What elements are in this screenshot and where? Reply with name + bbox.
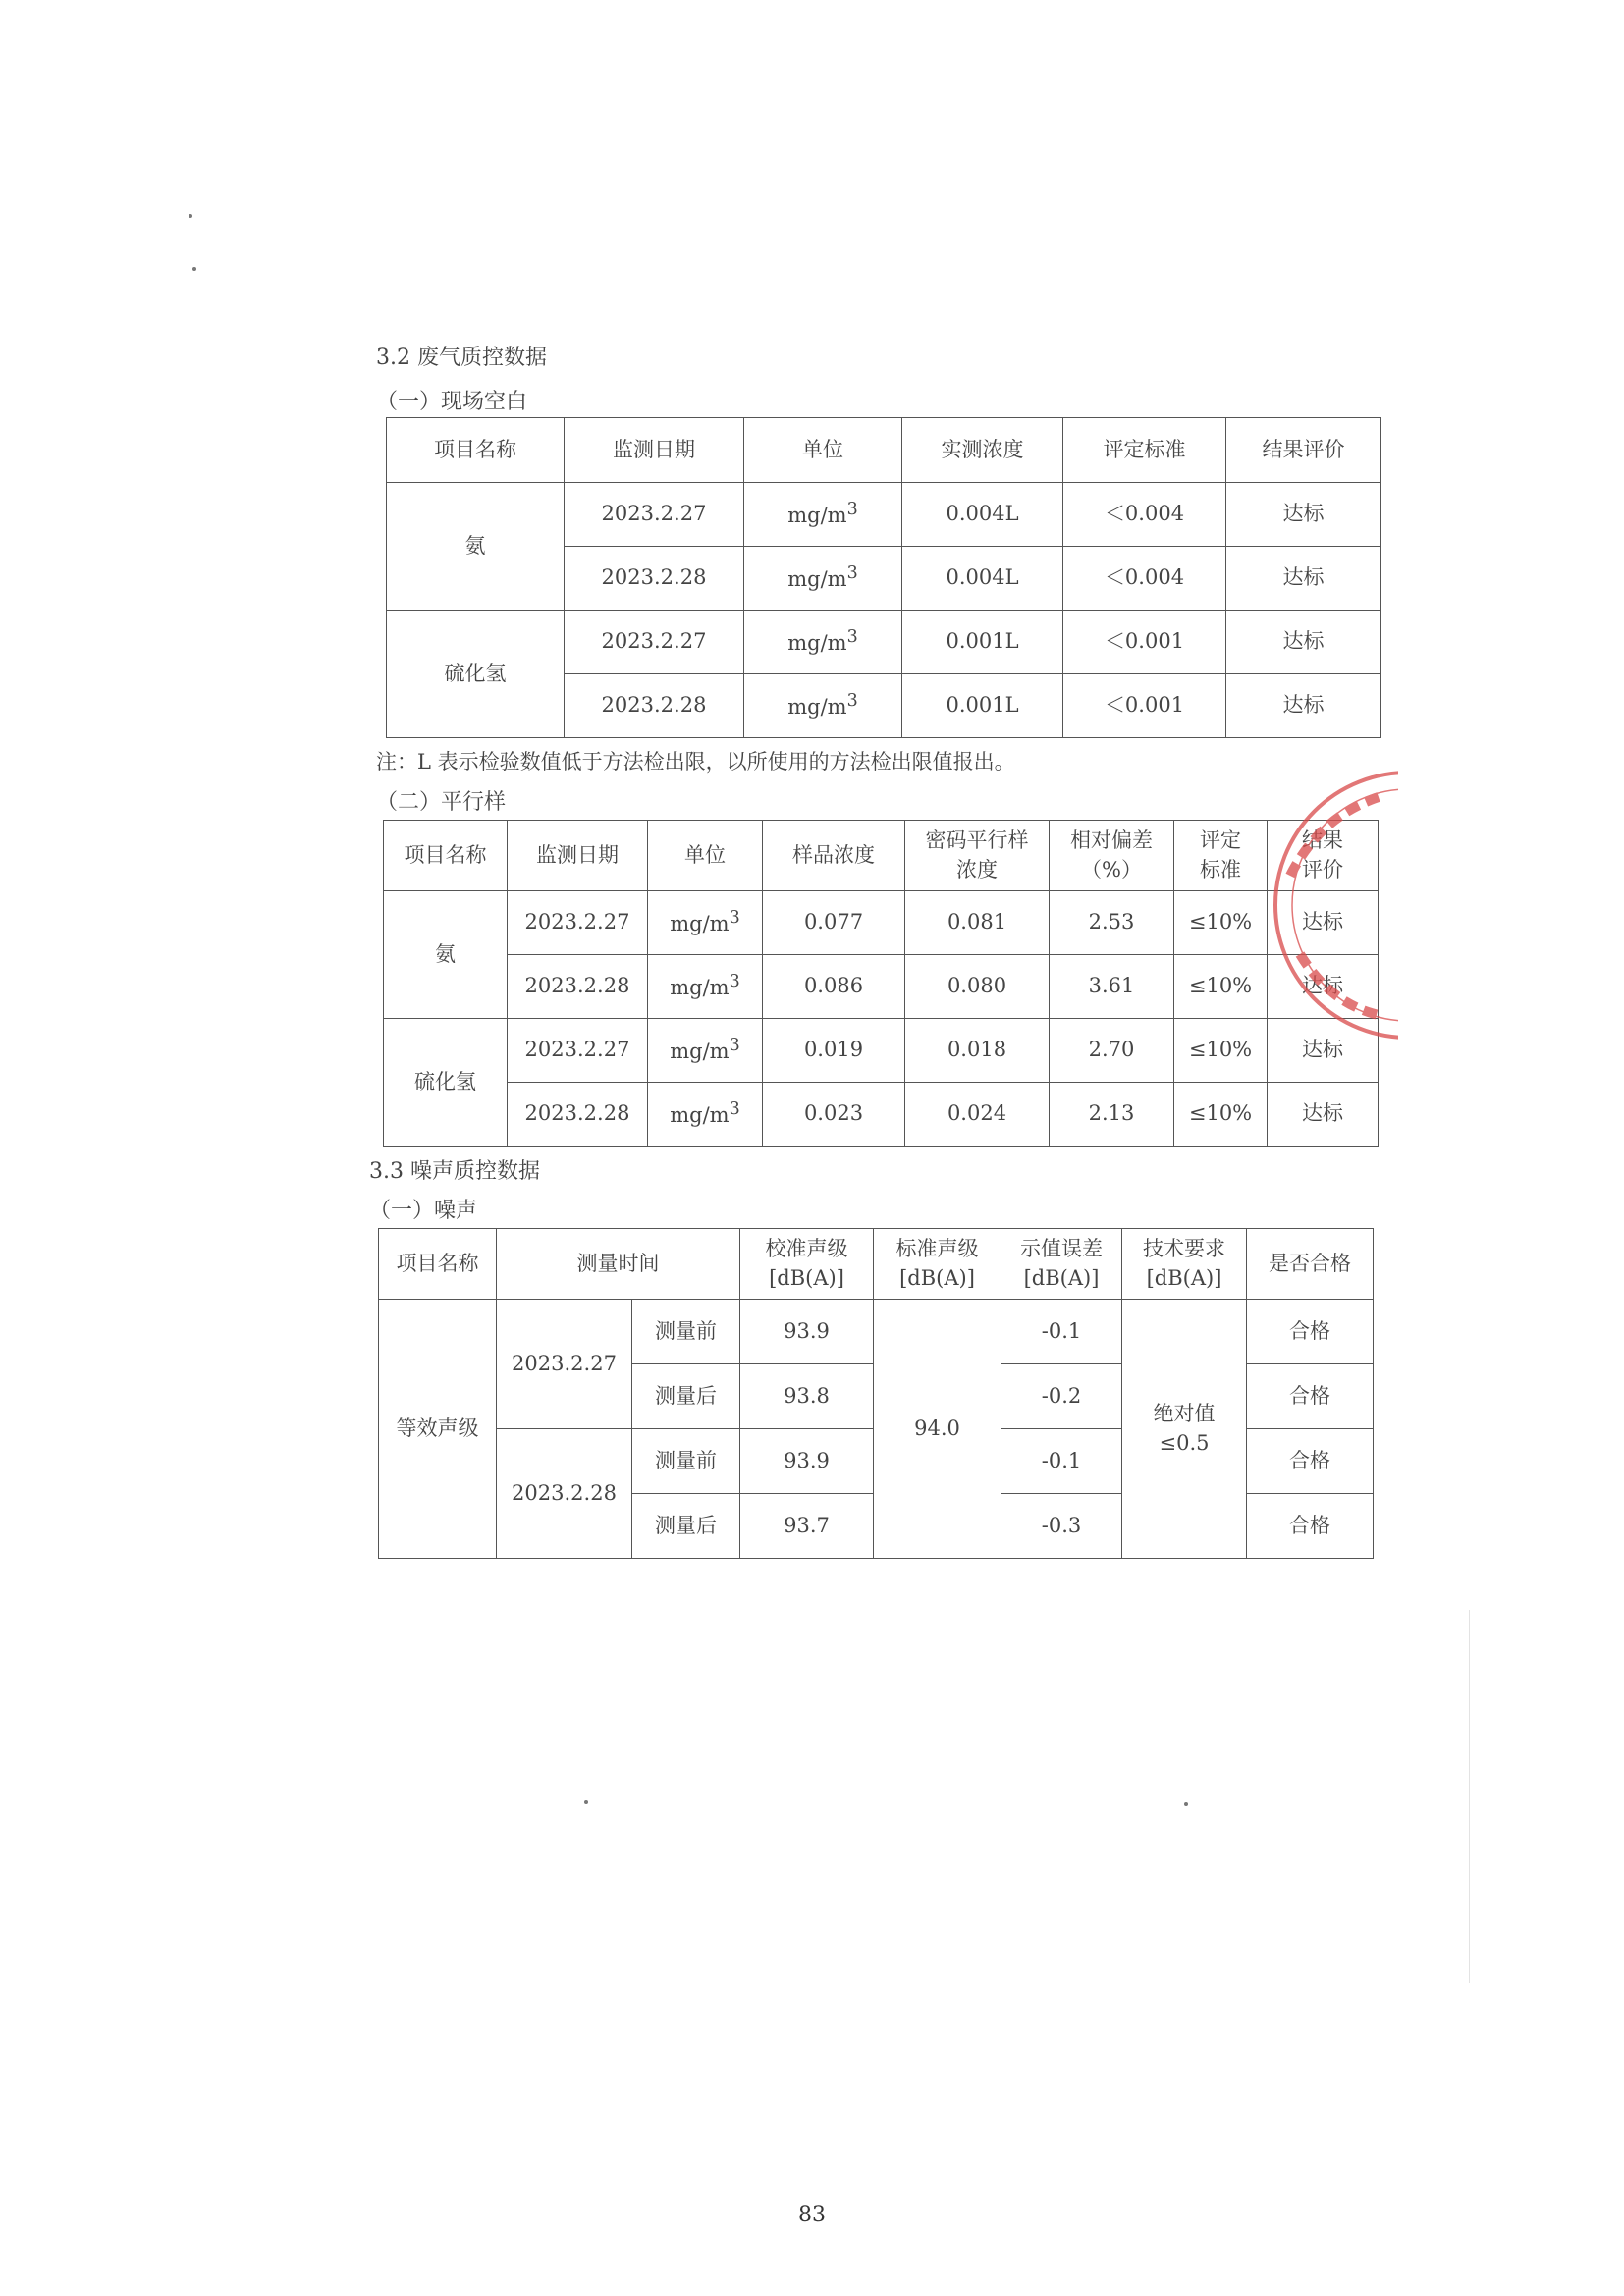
date-cell: 2023.2.28: [565, 547, 744, 611]
blind-cell: 0.024: [905, 1083, 1050, 1147]
value-cell: 0.001L: [902, 674, 1063, 738]
unit-text: mg/m: [787, 567, 847, 592]
blind-cell: 0.080: [905, 955, 1050, 1019]
unit-text: mg/m: [670, 912, 730, 936]
calibrated-cell: 93.9: [740, 1429, 874, 1494]
result-cell: 达标: [1226, 547, 1381, 611]
error-cell: -0.3: [1001, 1494, 1122, 1559]
value-cell: 0.001L: [902, 611, 1063, 674]
header-line: [dB(A)]: [1023, 1265, 1100, 1290]
result-cell: 达标: [1226, 674, 1381, 738]
field-blank-table: [386, 417, 1381, 738]
header-line: 密码平行样: [925, 828, 1029, 853]
header-line: 结果: [1302, 828, 1343, 853]
value-cell: 0.004L: [902, 547, 1063, 611]
unit-cell: [648, 1019, 763, 1083]
result-cell: 达标: [1268, 955, 1379, 1019]
header-cell: [497, 1229, 740, 1300]
unit-cell: [648, 955, 763, 1019]
phase-cell: 测量后: [632, 1494, 740, 1559]
table-row: [384, 955, 1379, 1019]
table-header-row: [387, 418, 1381, 483]
detection-limit-note: 注：L 表示检验数值低于方法检出限，以所使用的方法检出限值报出。: [376, 750, 1015, 774]
standard-cell: ≤10%: [1174, 1083, 1268, 1147]
table-row: [379, 1300, 1374, 1364]
unit-superscript: 3: [729, 908, 740, 929]
header-line: 单位: [684, 842, 726, 867]
standard-level-cell: 94.0: [874, 1300, 1001, 1559]
section-title-noise: 3.3 噪声质控数据: [369, 1159, 540, 1184]
unit-text: mg/m: [670, 1103, 730, 1128]
header-cell: [1174, 821, 1268, 891]
unit-text: mg/m: [787, 695, 847, 720]
table-row: [387, 483, 1381, 547]
header-line: [dB(A)]: [899, 1265, 975, 1290]
header-line: 监测日期: [536, 842, 619, 867]
error-cell: -0.2: [1001, 1364, 1122, 1429]
header-cell: [874, 1229, 1001, 1300]
result-cell: 合格: [1247, 1429, 1374, 1494]
header-line: （%）: [1081, 857, 1142, 881]
phase-cell: 测量前: [632, 1429, 740, 1494]
scan-speck: [1184, 1802, 1188, 1806]
table-row: [384, 1083, 1379, 1147]
header-cell: [905, 821, 1050, 891]
scan-speck: [189, 214, 192, 218]
header-line: 样品浓度: [792, 842, 875, 867]
header-line: 相对偏差: [1070, 828, 1153, 853]
header-line: 技术要求: [1143, 1237, 1225, 1261]
header-cell: 单位: [744, 418, 902, 483]
blind-cell: 0.081: [905, 891, 1050, 955]
scan-speck: [192, 267, 196, 271]
unit-superscript: 3: [846, 691, 858, 712]
header-line: 项目名称: [404, 842, 487, 867]
subsection-title-parallel: （二）平行样: [376, 790, 507, 815]
phase-cell: 测量前: [632, 1300, 740, 1364]
requirement-cell: [1122, 1300, 1247, 1559]
standard-cell: ＜0.001: [1063, 674, 1226, 738]
scan-edge-line: [1469, 1610, 1470, 1983]
standard-cell: ＜0.004: [1063, 547, 1226, 611]
header-line: [dB(A)]: [1146, 1265, 1222, 1290]
parallel-sample-table: [383, 820, 1379, 1147]
deviation-cell: 3.61: [1050, 955, 1174, 1019]
header-line: 校准声级: [765, 1237, 848, 1261]
header-line: 是否合格: [1269, 1251, 1351, 1275]
date-cell: 2023.2.28: [497, 1429, 632, 1559]
table-header-row: [384, 821, 1379, 891]
result-cell: 达标: [1268, 1083, 1379, 1147]
header-cell: [1050, 821, 1174, 891]
unit-superscript: 3: [729, 1036, 740, 1056]
header-line: 示值误差: [1020, 1237, 1103, 1261]
unit-cell: [744, 611, 902, 674]
standard-cell: ＜0.001: [1063, 611, 1226, 674]
requirement-line: ≤0.5: [1159, 1430, 1210, 1455]
page-number: 83: [798, 2203, 826, 2227]
date-cell: 2023.2.27: [508, 1019, 648, 1083]
error-cell: -0.1: [1001, 1300, 1122, 1364]
header-cell: [1001, 1229, 1122, 1300]
standard-cell: ≤10%: [1174, 1019, 1268, 1083]
header-cell: [648, 821, 763, 891]
header-cell: 项目名称: [387, 418, 565, 483]
unit-text: mg/m: [670, 1040, 730, 1064]
standard-cell: ＜0.004: [1063, 483, 1226, 547]
header-line: 评定: [1200, 828, 1241, 853]
item-name-cell: 氨: [384, 891, 508, 1019]
blind-cell: 0.018: [905, 1019, 1050, 1083]
date-cell: 2023.2.28: [508, 955, 648, 1019]
item-name-cell: 硫化氢: [387, 611, 565, 738]
unit-superscript: 3: [846, 500, 858, 520]
unit-superscript: 3: [729, 1099, 740, 1120]
sample-cell: 0.019: [763, 1019, 905, 1083]
unit-text: mg/m: [787, 631, 847, 656]
deviation-cell: 2.53: [1050, 891, 1174, 955]
header-line: 标准: [1200, 857, 1241, 881]
deviation-cell: 2.13: [1050, 1083, 1174, 1147]
calibrated-cell: 93.8: [740, 1364, 874, 1429]
date-cell: 2023.2.27: [565, 483, 744, 547]
header-cell: 结果评价: [1226, 418, 1381, 483]
unit-cell: [648, 1083, 763, 1147]
calibrated-cell: 93.7: [740, 1494, 874, 1559]
result-cell: 合格: [1247, 1364, 1374, 1429]
header-cell: [763, 821, 905, 891]
unit-superscript: 3: [846, 563, 858, 584]
result-cell: 达标: [1268, 1019, 1379, 1083]
sample-cell: 0.023: [763, 1083, 905, 1147]
standard-cell: ≤10%: [1174, 891, 1268, 955]
header-cell: 监测日期: [565, 418, 744, 483]
subsection-title-noise: （一）噪声: [369, 1199, 478, 1223]
date-cell: 2023.2.28: [565, 674, 744, 738]
calibrated-cell: 93.9: [740, 1300, 874, 1364]
unit-cell: [744, 674, 902, 738]
result-cell: 合格: [1247, 1494, 1374, 1559]
section-title-waste-gas: 3.2 废气质控数据: [376, 346, 547, 370]
subsection-title-field-blank: （一）现场空白: [376, 390, 528, 414]
header-line: 测量时间: [576, 1251, 660, 1275]
unit-cell: [648, 891, 763, 955]
result-cell: 合格: [1247, 1300, 1374, 1364]
unit-superscript: 3: [846, 627, 858, 648]
header-cell: 评定标准: [1063, 418, 1226, 483]
phase-cell: 测量后: [632, 1364, 740, 1429]
header-cell: [1247, 1229, 1374, 1300]
requirement-line: 绝对值: [1153, 1402, 1216, 1426]
item-name-cell: 硫化氢: [384, 1019, 508, 1147]
result-cell: 达标: [1268, 891, 1379, 955]
deviation-cell: 2.70: [1050, 1019, 1174, 1083]
header-line: [dB(A)]: [769, 1265, 844, 1290]
header-cell: [1268, 821, 1379, 891]
error-cell: -0.1: [1001, 1429, 1122, 1494]
unit-text: mg/m: [670, 976, 730, 1000]
header-line: 评价: [1302, 857, 1343, 881]
header-line: 标准声级: [895, 1237, 979, 1261]
standard-cell: ≤10%: [1174, 955, 1268, 1019]
header-cell: [384, 821, 508, 891]
item-name-cell: 等效声级: [379, 1300, 497, 1559]
unit-cell: [744, 483, 902, 547]
unit-cell: [744, 547, 902, 611]
result-cell: 达标: [1226, 483, 1381, 547]
header-line: 项目名称: [396, 1251, 479, 1275]
header-cell: 实测浓度: [902, 418, 1063, 483]
date-cell: 2023.2.28: [508, 1083, 648, 1147]
item-name-cell: 氨: [387, 483, 565, 611]
header-cell: [508, 821, 648, 891]
date-cell: 2023.2.27: [508, 891, 648, 955]
header-cell: [1122, 1229, 1247, 1300]
value-cell: 0.004L: [902, 483, 1063, 547]
result-cell: 达标: [1226, 611, 1381, 674]
header-line: 浓度: [956, 857, 998, 881]
sample-cell: 0.077: [763, 891, 905, 955]
header-cell: [740, 1229, 874, 1300]
sample-cell: 0.086: [763, 955, 905, 1019]
header-cell: [379, 1229, 497, 1300]
table-row: [384, 891, 1379, 955]
table-header-row: [379, 1229, 1374, 1300]
unit-superscript: 3: [729, 972, 740, 992]
table-row: [384, 1019, 1379, 1083]
scan-speck: [584, 1800, 588, 1804]
table-row: [387, 611, 1381, 674]
unit-text: mg/m: [787, 504, 847, 528]
noise-calibration-table: [378, 1228, 1374, 1559]
date-cell: 2023.2.27: [497, 1300, 632, 1429]
date-cell: 2023.2.27: [565, 611, 744, 674]
